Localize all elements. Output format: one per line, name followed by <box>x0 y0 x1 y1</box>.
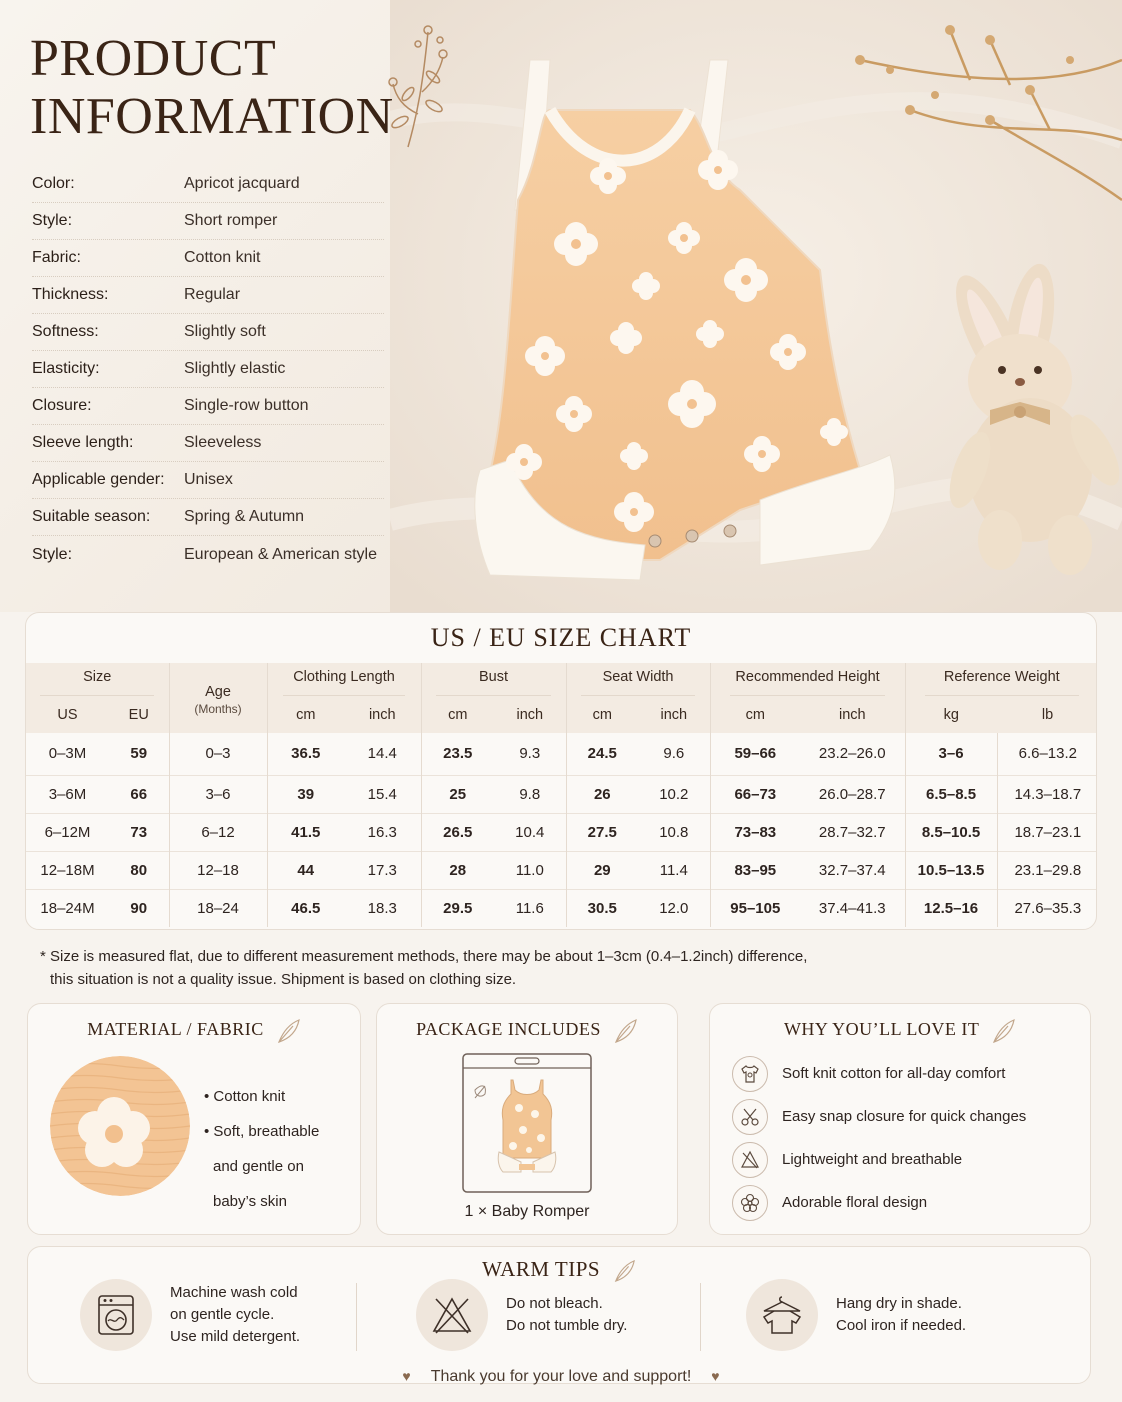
cell-length-inch: 14.4 <box>344 733 421 775</box>
cell-height-inch: 32.7–37.4 <box>800 851 905 889</box>
cell-bust-inch: 9.3 <box>494 733 566 775</box>
material-title <box>28 1018 360 1044</box>
tip-line: on gentle cycle. <box>170 1306 275 1323</box>
age-unit: (Months) <box>194 702 242 716</box>
info-row-color <box>32 166 384 203</box>
cell-seat-cm: 26 <box>566 775 638 813</box>
cell-weight-kg: 3–6 <box>905 733 997 775</box>
col-bust-cm: cm <box>421 697 494 733</box>
col-bust-inch: inch <box>494 697 566 733</box>
material-bullet-line: and gentle on <box>213 1158 304 1175</box>
cell-height-inch: 37.4–41.3 <box>800 889 905 927</box>
cell-length-cm: 46.5 <box>267 889 344 927</box>
cell-weight-kg: 6.5–8.5 <box>905 775 997 813</box>
group-label: Clothing Length <box>283 669 405 696</box>
love-item-text: Adorable floral design <box>782 1194 928 1211</box>
cell-bust-inch: 11.6 <box>494 889 566 927</box>
thanks-text: Thank you for your love and support! <box>430 1368 692 1385</box>
info-row-softness <box>32 314 384 351</box>
info-value: Unisex <box>184 471 233 488</box>
col-us: US <box>26 697 109 733</box>
product-info-list <box>32 166 384 573</box>
cell-us: 6–12M <box>26 813 109 851</box>
material-bullet: • Cotton knit <box>204 1088 286 1105</box>
group-label: Seat Width <box>581 669 695 696</box>
cell-length-cm: 36.5 <box>291 745 321 763</box>
cell-us: 0–3M <box>48 745 87 763</box>
list-item <box>732 1052 1026 1095</box>
col-group-bust <box>421 663 566 697</box>
info-row-fabric <box>32 240 384 277</box>
cell-seat-cm: 27.5 <box>566 813 638 851</box>
cell-seat-cm: 30.5 <box>566 889 638 927</box>
cell-height-inch: 28.7–32.7 <box>800 813 905 851</box>
fabric-swatch-image <box>50 1056 190 1196</box>
package-title-text: PACKAGE INCLUDES <box>416 1019 601 1040</box>
list-item <box>732 1181 1026 1224</box>
tip-line: Machine wash cold <box>170 1284 298 1301</box>
info-row-closure <box>32 388 384 425</box>
info-key: Fabric: <box>32 249 81 266</box>
package-item-label: 1 × Baby Romper <box>464 1203 590 1220</box>
heart-icon: ♥ <box>402 1368 411 1384</box>
cell-seat-cm: 29 <box>566 851 638 889</box>
scissors-icon <box>732 1099 768 1135</box>
info-value: Regular <box>184 286 241 303</box>
divider <box>700 1283 701 1351</box>
tip-line: Do not tumble dry. <box>506 1317 628 1334</box>
col-seat-inch: inch <box>638 697 710 733</box>
page-title <box>30 30 394 146</box>
col-length-cm: cm <box>267 697 344 733</box>
tips-title-text: WARM TIPS <box>482 1257 601 1281</box>
cell-bust-inch: 10.4 <box>494 813 566 851</box>
cell-seat-inch: 10.2 <box>638 775 710 813</box>
list-item <box>732 1138 1026 1181</box>
info-value: Slightly elastic <box>184 360 286 377</box>
tip-bleach <box>416 1279 627 1351</box>
cell-eu: 90 <box>109 889 169 927</box>
info-key: Closure: <box>32 397 92 414</box>
info-value: Slightly soft <box>184 323 266 340</box>
cell-bust-cm: 29.5 <box>421 889 494 927</box>
tip-wash <box>80 1279 300 1351</box>
hanger-shirt-icon <box>746 1279 818 1351</box>
col-eu: EU <box>109 697 169 733</box>
material-bullet <box>204 1119 319 1214</box>
material-bullets <box>204 1084 319 1224</box>
cell-weight-kg: 12.5–16 <box>905 889 997 927</box>
cell-length-inch: 17.3 <box>344 851 421 889</box>
feather-icon <box>732 1142 768 1178</box>
love-title-text: WHY YOU’LL LOVE IT <box>783 1019 980 1040</box>
cell-height-cm: 73–83 <box>710 813 800 851</box>
cell-seat-inch: 12.0 <box>638 889 710 927</box>
heart-icon: ♥ <box>711 1368 720 1384</box>
flower-icon <box>732 1185 768 1221</box>
tip-text <box>836 1293 966 1337</box>
cell-seat-cm: 24.5 <box>587 745 617 763</box>
cell-weight-lb: 14.3–18.7 <box>997 775 1097 813</box>
leaf-icon <box>612 1018 638 1044</box>
cell-us: 3–6M <box>26 775 109 813</box>
cell-weight-lb: 6.6–13.2 <box>1018 745 1077 763</box>
col-group-seat <box>566 663 710 697</box>
info-value: Short romper <box>184 212 278 229</box>
cell-age: 12–18 <box>169 851 267 889</box>
col-seat-cm: cm <box>566 697 638 733</box>
info-row-elasticity <box>32 351 384 388</box>
title-line-2: INFORMATION <box>30 88 394 145</box>
info-key: Sleeve length: <box>32 434 134 451</box>
info-row-season <box>32 499 384 536</box>
love-list <box>732 1052 1026 1224</box>
info-key: Applicable gender: <box>32 471 165 488</box>
table-group-header <box>26 663 1097 697</box>
table-row <box>26 775 1097 813</box>
table-row <box>26 733 1097 775</box>
col-height-inch: inch <box>800 697 905 733</box>
info-row-gender <box>32 462 384 499</box>
group-label: Recommended Height <box>730 669 885 696</box>
cell-eu: 59 <box>109 733 169 775</box>
material-card <box>27 1003 361 1235</box>
product-photo <box>390 0 1122 612</box>
love-card <box>709 1003 1091 1235</box>
cell-eu: 66 <box>109 775 169 813</box>
group-label: Bust <box>436 669 551 696</box>
cell-height-cm: 66–73 <box>710 775 800 813</box>
cell-bust-inch: 11.0 <box>494 851 566 889</box>
cell-weight-kg: 10.5–13.5 <box>905 851 997 889</box>
cell-height-cm: 95–105 <box>710 889 800 927</box>
cell-length-cm: 39 <box>267 775 344 813</box>
cell-weight-lb: 18.7–23.1 <box>997 813 1097 851</box>
col-weight-lb: lb <box>997 697 1097 733</box>
size-chart-card <box>25 612 1097 930</box>
love-title <box>710 1018 1090 1044</box>
divider <box>356 1283 357 1351</box>
cell-length-inch: 16.3 <box>344 813 421 851</box>
cell-eu: 80 <box>109 851 169 889</box>
tip-text <box>506 1293 627 1337</box>
table-row <box>26 813 1097 851</box>
tip-line: Use mild detergent. <box>170 1328 301 1345</box>
cell-height-cm: 83–95 <box>710 851 800 889</box>
cell-seat-inch: 11.4 <box>638 851 710 889</box>
col-weight-kg: kg <box>905 697 997 733</box>
cell-height-inch: 23.2–26.0 <box>800 733 905 775</box>
info-value: Sleeveless <box>184 434 262 451</box>
info-value: Cotton knit <box>184 249 261 266</box>
info-row-style <box>32 203 384 240</box>
cell-us: 12–18M <box>26 851 109 889</box>
group-label: Reference Weight <box>925 669 1079 696</box>
cell-bust-cm: 28 <box>421 851 494 889</box>
tip-line: Do not bleach. <box>506 1295 603 1312</box>
cell-weight-lb: 23.1–29.8 <box>997 851 1097 889</box>
info-value: European & American style <box>184 545 377 563</box>
no-bleach-icon <box>416 1279 488 1351</box>
info-key: Softness: <box>32 323 99 340</box>
love-item-text: Soft knit cotton for all-day comfort <box>782 1065 1006 1082</box>
info-row-style-2 <box>32 536 384 573</box>
cell-weight-kg: 8.5–10.5 <box>905 813 997 851</box>
col-group-length <box>267 663 421 697</box>
package-title <box>377 1018 677 1044</box>
love-item-text: Easy snap closure for quick changes <box>782 1108 1027 1125</box>
table-row <box>26 889 1097 927</box>
col-group-height <box>710 663 905 697</box>
cell-bust-cm: 23.5 <box>443 745 473 763</box>
col-group-size <box>26 663 169 697</box>
info-key: Style: <box>32 212 73 229</box>
tip-line: Cool iron if needed. <box>836 1317 967 1334</box>
cell-age: 6–12 <box>169 813 267 851</box>
leaf-icon <box>990 1018 1016 1044</box>
col-group-weight <box>905 663 1097 697</box>
warm-tips-card <box>27 1246 1091 1384</box>
love-item-text: Lightweight and breathable <box>782 1151 963 1168</box>
material-title-text: MATERIAL / FABRIC <box>87 1019 264 1040</box>
size-chart-table <box>26 663 1097 927</box>
cell-bust-cm: 25 <box>421 775 494 813</box>
cell-length-inch: 18.3 <box>344 889 421 927</box>
cell-weight-lb: 27.6–35.3 <box>997 889 1097 927</box>
size-chart-title: US / EU SIZE CHART <box>430 623 692 652</box>
hero-section <box>0 0 1122 612</box>
package-bag-image <box>459 1050 595 1196</box>
cell-seat-inch: 10.8 <box>638 813 710 851</box>
info-key: Style: <box>32 545 73 563</box>
cell-age: 18–24 <box>169 889 267 927</box>
cell-height-inch: 26.0–28.7 <box>800 775 905 813</box>
title-line-1: PRODUCT <box>30 30 277 87</box>
info-key: Color: <box>32 175 75 192</box>
cell-length-cm: 41.5 <box>267 813 344 851</box>
note-line-1: * Size is measured flat, due to different measurement methods, there may be about 1–3cm (0.4–1.2inch) difference, <box>40 948 808 965</box>
floral-sprig-icon <box>388 22 458 152</box>
group-label: Age <box>205 684 231 700</box>
material-bullet-line: • Soft, breathable <box>204 1123 320 1140</box>
cell-length-cm: 44 <box>267 851 344 889</box>
group-label: Size <box>40 669 154 696</box>
col-height-cm: cm <box>710 697 800 733</box>
tip-line: Hang dry in shade. <box>836 1295 962 1312</box>
col-length-inch: inch <box>344 697 421 733</box>
info-value: Single-row button <box>184 397 309 414</box>
cell-height-cm: 59–66 <box>734 745 777 763</box>
info-row-thickness <box>32 277 384 314</box>
tip-text <box>170 1282 300 1348</box>
tip-dry <box>746 1279 966 1351</box>
leaf-icon <box>275 1018 301 1044</box>
cell-bust-cm: 26.5 <box>421 813 494 851</box>
info-value: Apricot jacquard <box>184 175 300 192</box>
cell-age: 0–3 <box>169 733 267 775</box>
shirt-icon <box>732 1056 768 1092</box>
info-key: Elasticity: <box>32 360 100 377</box>
info-key: Suitable season: <box>32 508 151 525</box>
thanks-footer <box>0 1368 1122 1386</box>
cell-seat-inch: 9.6 <box>638 733 710 775</box>
material-bullet-line: baby’s skin <box>213 1193 287 1210</box>
package-card <box>376 1003 678 1235</box>
washing-machine-icon <box>80 1279 152 1351</box>
info-key: Thickness: <box>32 286 109 303</box>
cell-us: 18–24M <box>26 889 109 927</box>
col-group-age <box>169 663 267 733</box>
info-row-sleeve <box>32 425 384 462</box>
cell-eu: 73 <box>109 813 169 851</box>
list-item <box>732 1095 1026 1138</box>
note-line-2: this situation is not a quality issue. Shipment is based on clothing size. <box>50 971 517 988</box>
cell-age: 3–6 <box>169 775 267 813</box>
size-note <box>40 945 900 991</box>
info-value: Spring & Autumn <box>184 508 305 525</box>
cell-length-inch: 15.4 <box>344 775 421 813</box>
table-row <box>26 851 1097 889</box>
cell-bust-inch: 9.8 <box>494 775 566 813</box>
